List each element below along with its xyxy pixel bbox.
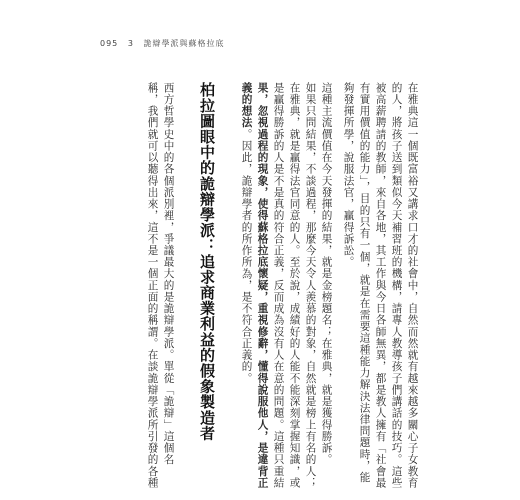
running-header: [100, 38, 230, 49]
text-column: 這種主流價值在今天發揮的結果，就是金榜題名；在雅典，就是獲得勝訴。: [320, 82, 333, 466]
text-column: 稱，我們就可以聽得出來，這不是一個正面的稱謂。在談詭辯學派所引發的各種: [146, 82, 159, 489]
chapter-number: 3: [127, 39, 134, 48]
text-column: 夠發揮所學，說服法官，贏得訴訟。: [342, 82, 355, 268]
text-column: 在雅典這一個既富裕又講求口才的社會中，自然而然就有越來越多關心子女教育: [406, 82, 419, 489]
section-heading: 柏拉圖眼中的詭辯學派：追求商業利益的假象製造者: [198, 82, 216, 441]
text-column: 是贏得勝訴的人是不是真的符合正義，反而成為沒有人在意的問題。這種只重結: [272, 82, 285, 489]
text-column: 的人，將孩子送到類似今天補習班的機構，請專人教導孩子們講話的技巧。這些: [390, 82, 403, 489]
text-column: 如果只問結果，不談過程，那麼今天令人羨慕的對象，自然就是榜上有名的人；: [304, 82, 317, 489]
text-column: 被高薪聘請的教師，來自各地，其工作與今日各師無異，都是教人擁有「社會最: [374, 82, 387, 489]
page-number: 095: [100, 39, 119, 48]
text-column: 西方哲學史中的各個派別裡，爭議最大的是詭辯學派。單從「詭辯」這個名: [162, 82, 175, 466]
text-column: 果，忽視過程的現象，使得蘇格拉底懷疑，重視修辭，懂得說服他人，是違背正: [256, 82, 269, 489]
text-column: 義的想法。因此，詭辯學者的所作所為，是不符合正義的。: [240, 82, 253, 385]
chapter-title: 詭辯學派與蘇格拉底: [143, 39, 225, 48]
text-column: 有實用價值的能力」，目的只有一個，就是在需要這種能力解決法律問題時，能: [358, 82, 371, 484]
text-column: 在雅典，就是贏得法官同意的人。至於說，成績好的人能不能深刻掌握知識，或: [288, 82, 301, 489]
